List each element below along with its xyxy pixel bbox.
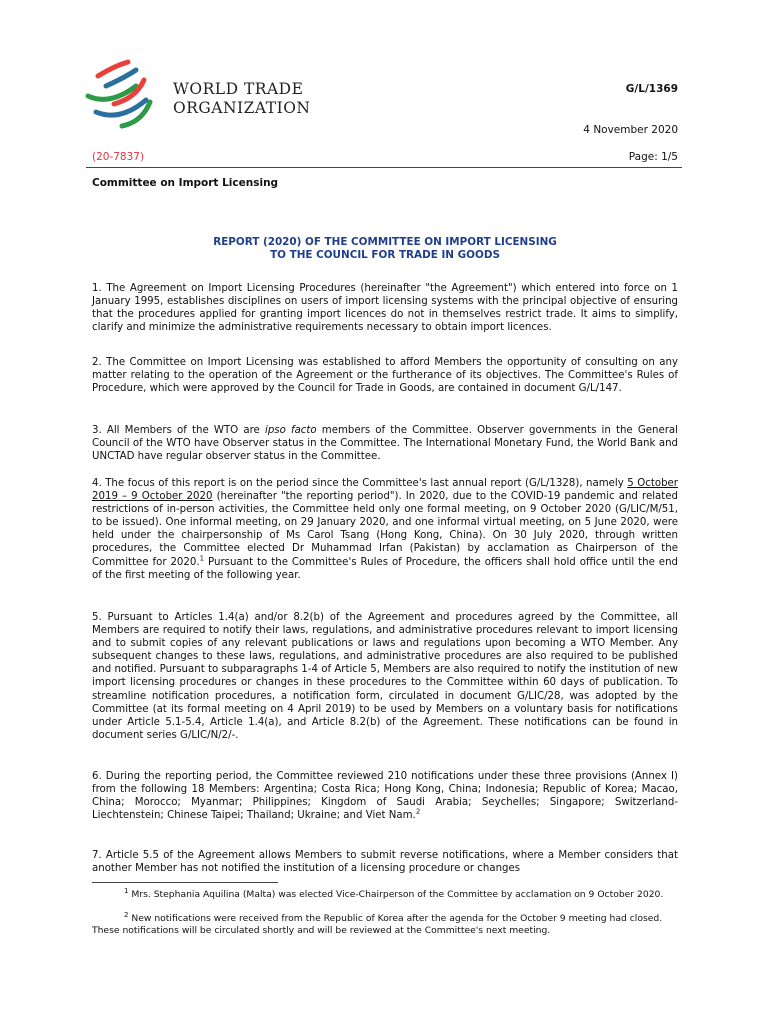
paragraph-5: 5. Pursuant to Articles 1.4(a) and/or 8.2(b) of the Agreement and procedures agreed by the Committee, all Members are required to notify their laws, regulations, and administrative procedures relevant to import licensing and to submit copies of any relevant publications or laws and regulations upon becoming a WTO Member. Any subsequent changes to these laws, regulations, and administrative procedures are also required to be published and notified. Pursuant to subparagraphs 1-4 of Article 5, Members are also required to notify the institution of new import licensing procedures or changes in these procedures to the Committee within 60 days of publication. To streamline notification procedures, a notification form, circulated in document G/LIC/28, was adopted by the Committee (at its formal meeting on 4 April 2019) to be used by Members on a voluntary basis for notifications under Article 5.1-5.4, Article 1.4(a), and Article 8.2(b) of the Agreement. These notifications can be found in document series G/LIC/N/2/-. <box>92 612 678 741</box>
footnote-text: New notifications were received from the Republic of Korea after the agenda for the October 9 meeting had closed. These notifications will be circulated shortly and will be reviewed at the Committee's next meeting. <box>92 913 663 937</box>
document-symbol: G/L/1369 <box>625 83 678 95</box>
footnote-number: 2 <box>124 910 129 919</box>
paragraph-1: 1. The Agreement on Import Licensing Procedures (hereinafter "the Agreement") which entered into force on 1 January 1995, establishes disciplines on users of import licensing systems with the principal objective of ensuring that the procedures applied for granting import licences do not in themselves restrict trade. It aims to simplify, clarify and minimize the administrative requirements necessary to obtain import licences. <box>92 283 678 334</box>
paragraph-3 <box>92 424 678 463</box>
p3-italic: ipso facto <box>264 425 317 436</box>
p3-text-end: members of the Committee. Observer governments in the General Council of the WTO have Observer status in the Committee. The International Monetary Fund, the World Bank and UNCTAD have regular observer status in the Committee. <box>92 425 679 463</box>
page-number: Page: 1/5 <box>628 151 678 163</box>
footnote-1 <box>92 886 682 901</box>
title-line-2: TO THE COUNCIL FOR TRADE IN GOODS <box>270 249 500 261</box>
p4-text-3: Pursuant to the Committee's Rules of Procedure, the officers shall hold office until the end of the first meeting of the following year. <box>92 556 678 581</box>
footnote-2 <box>92 910 682 937</box>
report-title <box>92 236 678 262</box>
footnote-ref-1[interactable]: 1 <box>199 554 205 563</box>
footnote-divider <box>92 882 278 883</box>
org-line-1: WORLD TRADE <box>173 80 304 98</box>
p6-text: 6. During the reporting period, the Committee reviewed 210 notifications under these three provisions (Annex I) from the following 18 Members: Argentina; Costa Rica; Hong Kong, China; Indonesia; Republic of Korea; Macao, China; Morocco; Myanmar; Philippines; Kingdom of Saudi Arabia; Seychelles; Singapore; Switzerland-Liechtenstein; Chinese Taipei; Thailand; Ukraine; and Viet Nam. <box>92 771 678 822</box>
footnote-number: 1 <box>124 886 129 895</box>
wto-logo-icon <box>84 56 168 136</box>
header-divider <box>86 167 682 168</box>
footnote-text: Mrs. Stephania Aquilina (Malta) was elected Vice-Chairperson of the Committee by acclamation on 9 October 2020. <box>128 889 664 900</box>
paragraph-7: 7. Article 5.5 of the Agreement allows Members to submit reverse notifications, where a Member considers that another Member has not notified the institution of a licensing procedure or changes <box>92 850 678 875</box>
title-line-1: REPORT (2020) OF THE COMMITTEE ON IMPORT LICENSING <box>213 236 557 248</box>
footnote-ref-2[interactable]: 2 <box>415 807 421 816</box>
reporting-period: 5 October 2019 – 9 October 2020 <box>92 478 678 503</box>
p3-text: 3. All Members of the WTO are <box>92 425 265 436</box>
document-reference: (20-7837) <box>92 151 145 163</box>
paragraph-2: 2. The Committee on Import Licensing was established to afford Members the opportunity of consulting on any matter relating to the operation of the Agreement or the furtherance of its objectives. The Committee's Rules of Procedure, which were approved by the Council for Trade in Goods, are contained in document G/L/147. <box>92 357 678 395</box>
document-date: 4 November 2020 <box>583 124 678 136</box>
p4-text: 4. The focus of this report is on the period since the Committee's last annual report (G/L/1328), namely <box>92 478 628 489</box>
paragraph-4 <box>92 477 678 582</box>
p4-text-2: (hereinafter "the reporting period"). In 2020, due to the COVID-19 pandemic and related restrictions of in-person activities, the Committee held only one formal meeting, on 9 October 2020 (G/LIC/M/51, to be issued). One informal meeting, on 29 January 2020, and one informal virtual meeting, on 5 June 2020, were held under the chairpersonship of Ms Carol Tsang (Hong Kong, China). On 30 July 2020, through written procedures, the Committee elected Dr Muhammad Irfan (Pakistan) by acclamation as Chairperson of the Committee for 2020. <box>92 491 679 568</box>
organization-name <box>173 80 311 118</box>
org-line-2: ORGANIZATION <box>173 99 311 117</box>
committee-name: Committee on Import Licensing <box>92 177 279 189</box>
paragraph-6 <box>92 770 678 822</box>
